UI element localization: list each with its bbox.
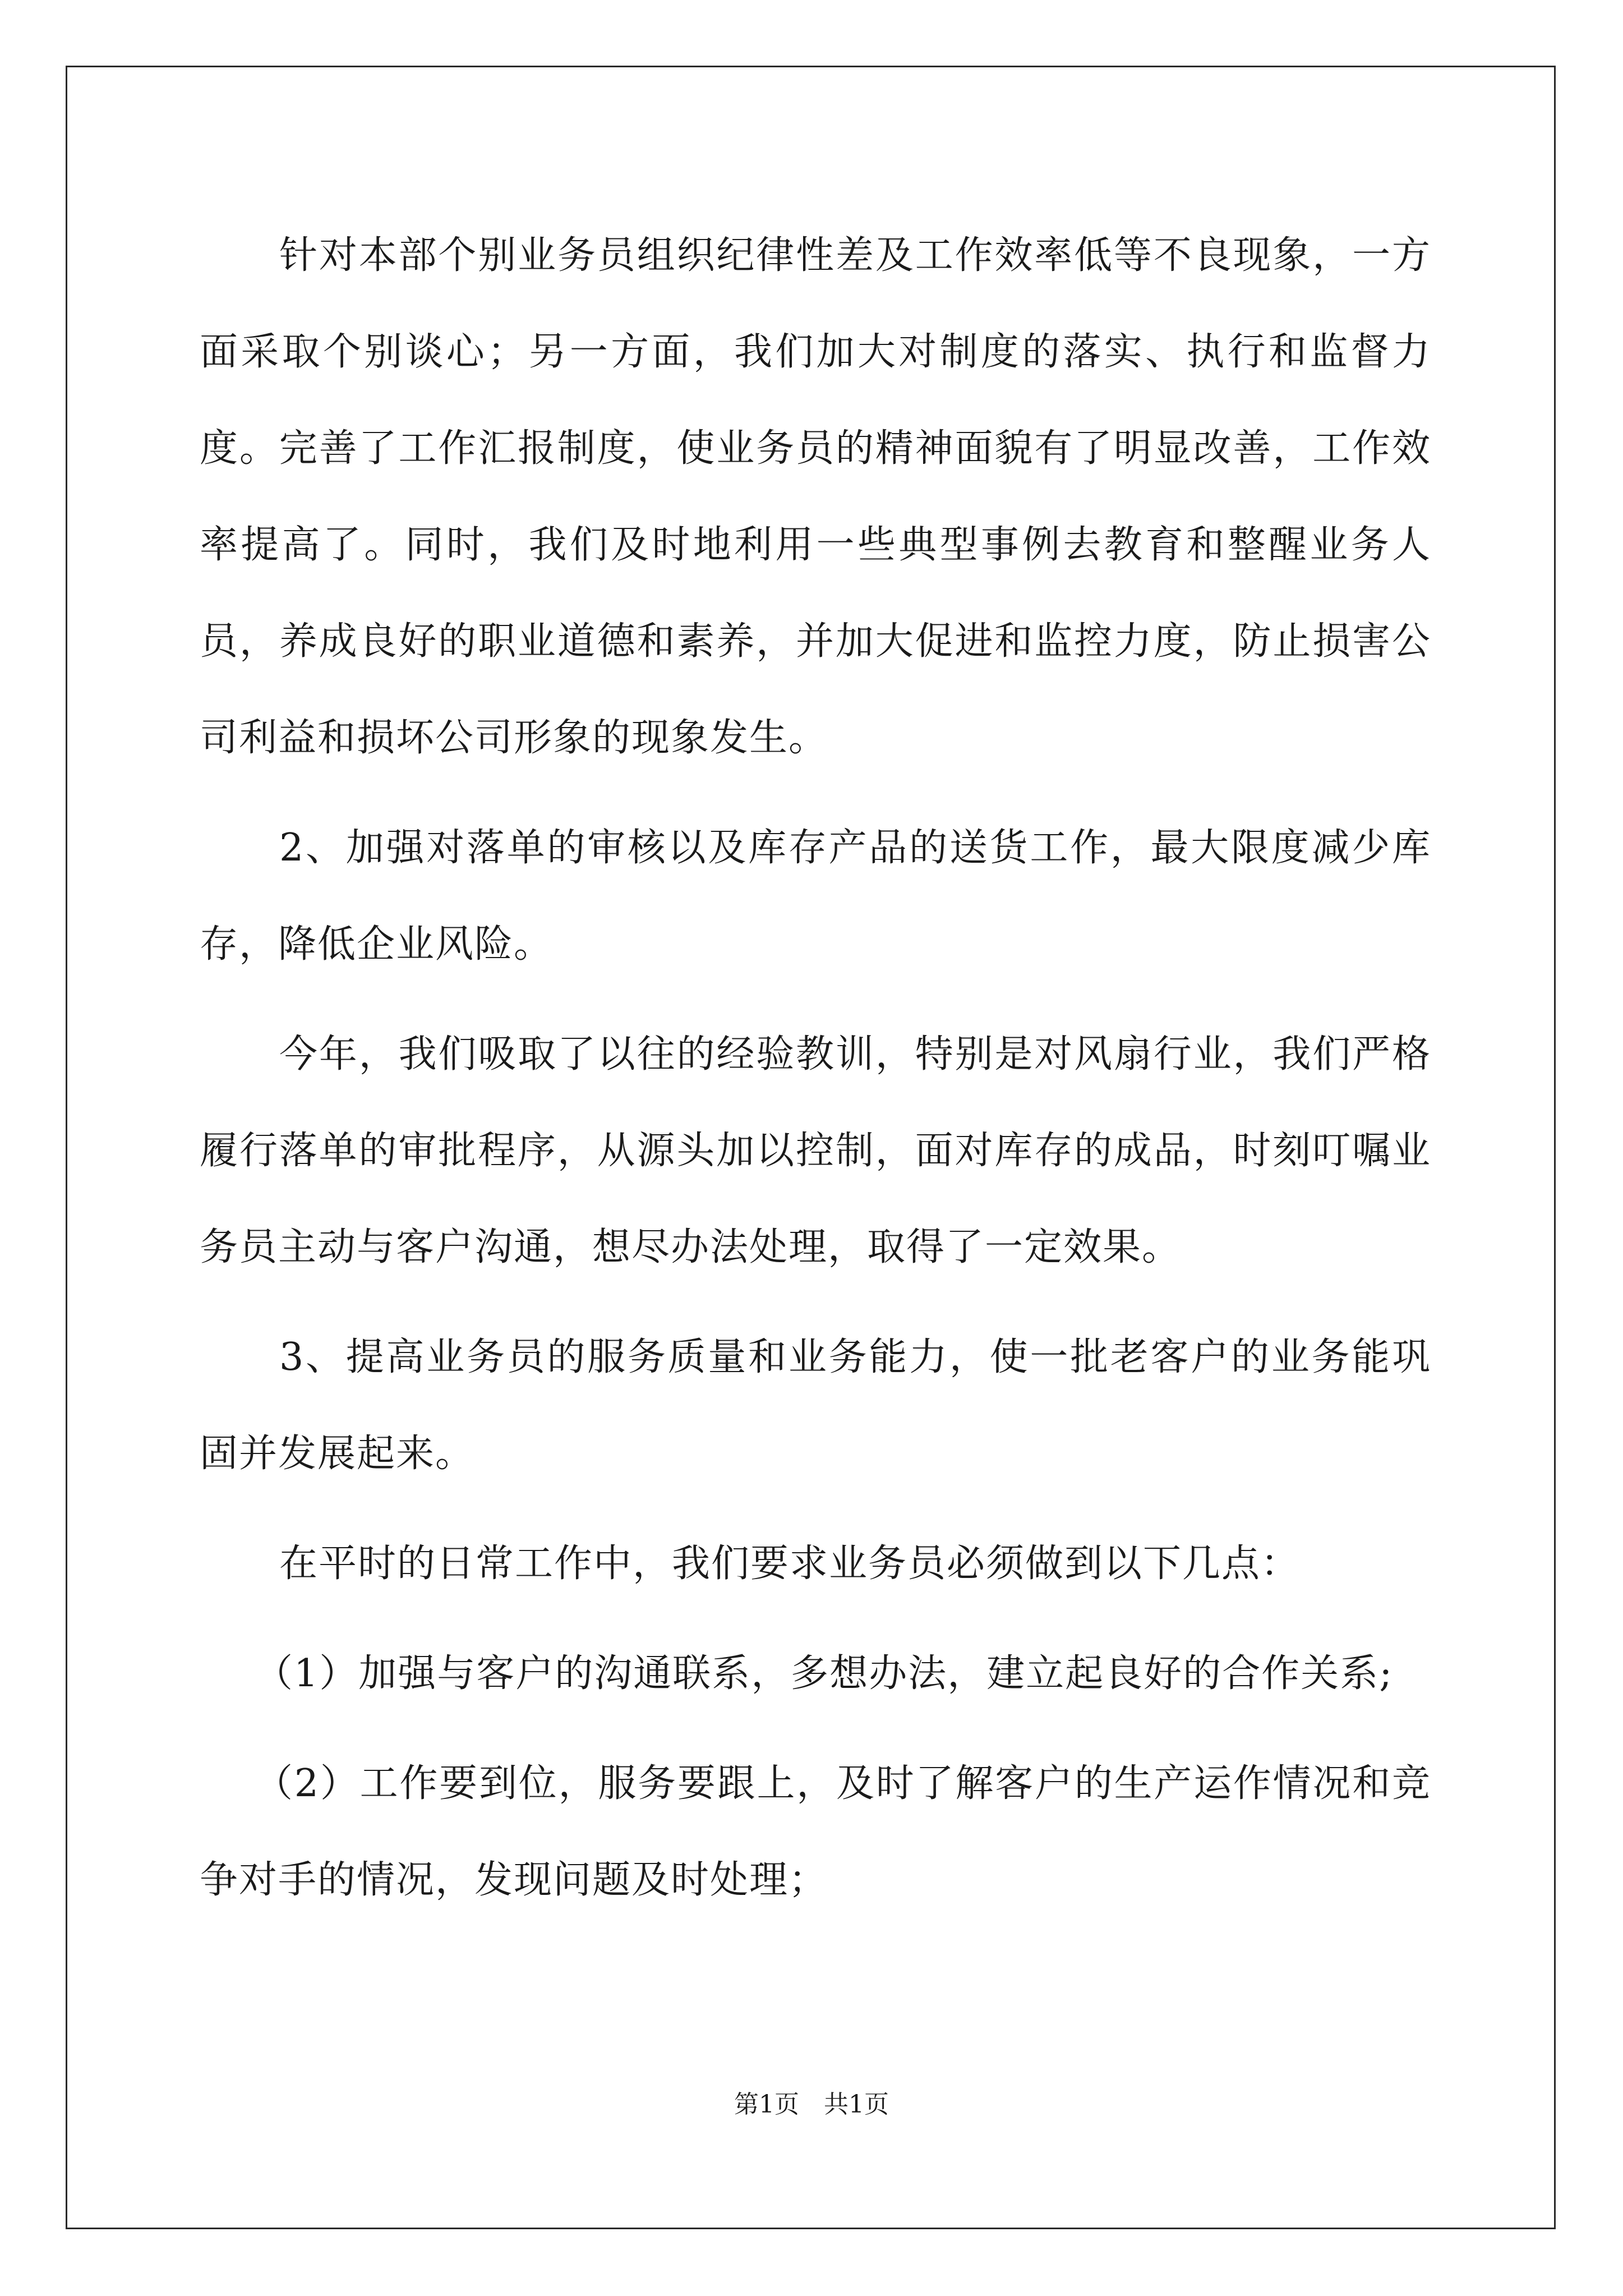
document-body: [200, 208, 1431, 1942]
paragraph-point-3-heading: 3、提高业务员的服务质量和业务能力，使一批老客户的业务能巩固并发展起来。: [200, 1335, 1431, 1476]
page-footer: 第1页 共1页: [734, 2090, 889, 2119]
paragraph-point-2-heading: 2、加强对落单的审核以及库存产品的送货工作，最大限度减少库存，降低企业风险。: [200, 826, 1431, 967]
paragraph-inventory-control: 今年，我们吸取了以往的经验教训，特别是对风扇行业，我们严格履行落单的审批程序，从源头加以控制，面对库存的成品，时刻叮嘱业务员主动与客户沟通，想尽办法处理，取得了一定效果。: [200, 1032, 1431, 1269]
paragraph-requirements-intro: 在平时的日常工作中，我们要求业务员必须做到以下几点：: [279, 1542, 1301, 1586]
list-item-1: （1）加强与客户的沟通联系，多想办法，建立起良好的合作关系;: [255, 1651, 1394, 1696]
paragraph-discipline: 针对本部个别业务员组织纪律性差及工作效率低等不良现象，一方面采取个别谈心；另一方面，我们加大对制度的落实、执行和监督力度。完善了工作汇报制度，使业务员的精神面貌有了明显改善，工作效率提高了。同时，我们及时地利用一些典型事例去教育和整醒业务人员，养成良好的职业道德和素养，并加大促进和监控力度，防止损害公司利益和损坏公司形象的现象发生。: [200, 233, 1431, 760]
list-item-2: （2）工作要到位，服务要跟上，及时了解客户的生产运作情况和竞争对手的情况，发现问题及时处理；: [200, 1761, 1431, 1902]
